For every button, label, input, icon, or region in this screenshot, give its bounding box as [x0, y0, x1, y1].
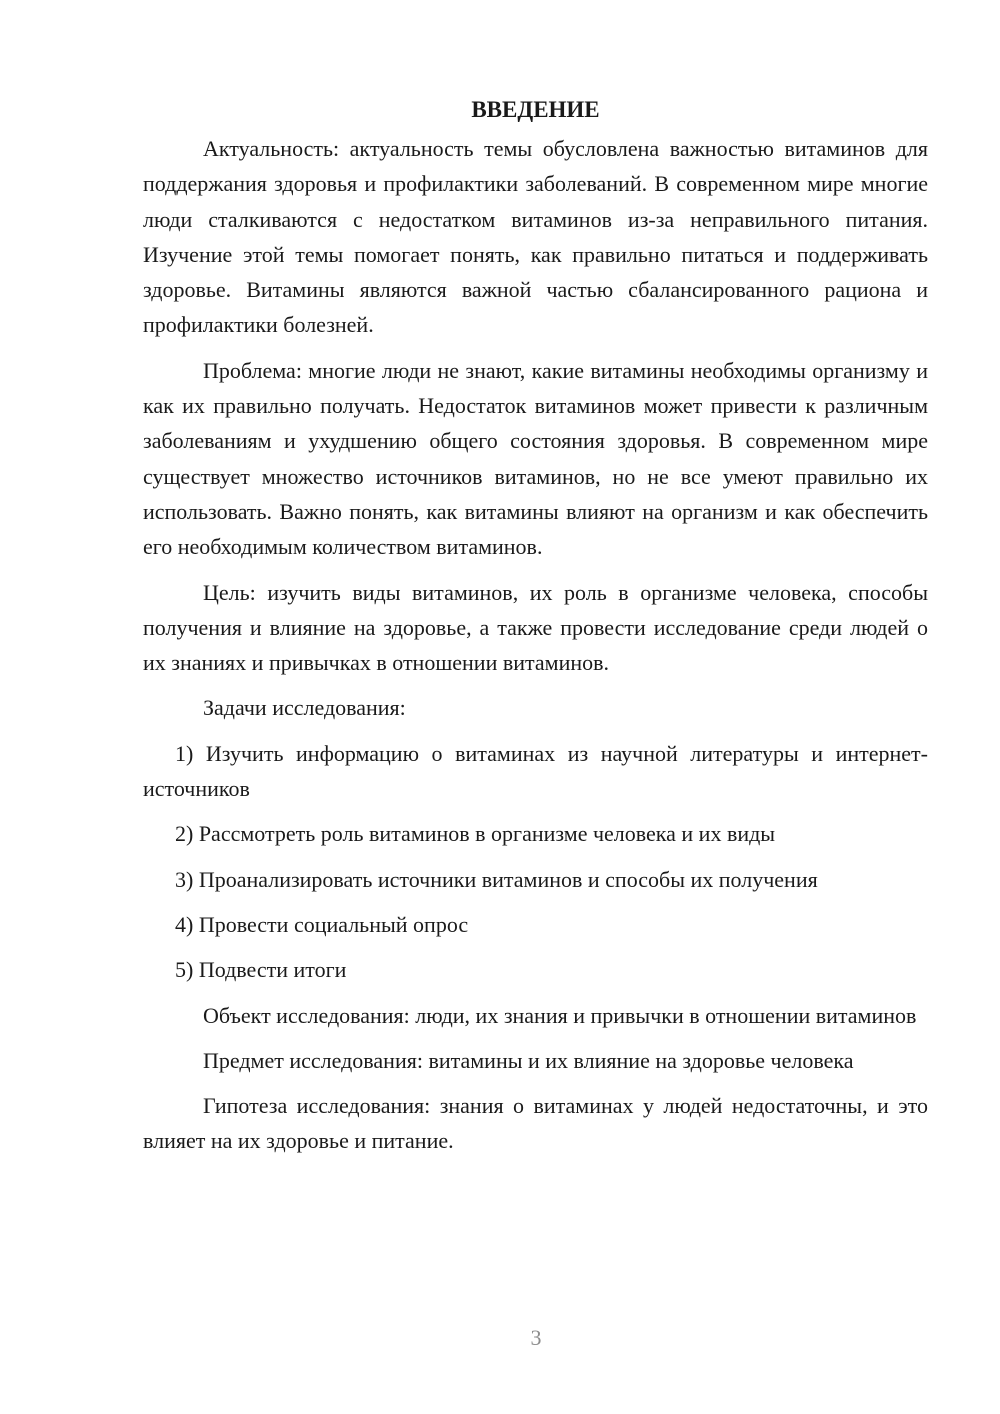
task-item-4: 4) Провести социальный опрос — [175, 911, 469, 937]
paragraph-tasks-title: Задачи исследования: — [203, 695, 406, 721]
section-heading: ВВЕДЕНИЕ — [471, 97, 600, 122]
page-content — [143, 92, 928, 1169]
page-number: 3 — [530, 1325, 542, 1350]
paragraph-goal: Цель: изучить виды витаминов, их роль в организме человека, способы получения и влияние на здоровье, а также провести исследование среди людей о их знаниях и привычках в отношении витаминов. — [143, 579, 928, 676]
task-item-1: 1) Изучить информацию о витаминах из научной литературы и интернет-источников — [143, 740, 928, 802]
paragraph-hypothesis: Гипотеза исследования: знания о витаминах у людей недостаточны, и это влияет на их здоровье и питание. — [143, 1093, 928, 1154]
paragraph-relevance: Актуальность: актуальность темы обусловлена важностью витаминов для поддержания здоровья и профилактики заболеваний. В современном мире многие люди сталкиваются с недостатком витаминов из-за неправильного питания. Изучение этой темы помогает понять, как правильно питаться и поддерживать здоровье. Витамины являются важной частью сбалансированного рациона и профилактики болезней. — [143, 136, 928, 338]
task-item-2: 2) Рассмотреть роль витаминов в организме человека и их виды — [175, 821, 776, 847]
paragraph-subject: Предмет исследования: витамины и их влияние на здоровье человека — [203, 1047, 854, 1073]
paragraph-problem: Проблема: многие люди не знают, какие витамины необходимы организму и как их правильно получать. Недостаток витаминов может привести к различным заболеваниям и ухудшению общего состояния здоровья. В современном мире существует множество источников витаминов, но не все умеют правильно их использовать. Важно понять, как витамины влияют на организм и как обеспечить его необходимым количеством витаминов. — [143, 357, 928, 560]
paragraph-object: Объект исследования: люди, их знания и привычки в отношении витаминов — [203, 1002, 917, 1028]
task-item-3: 3) Проанализировать источники витаминов и способы их получения — [175, 866, 818, 892]
task-item-5: 5) Подвести итоги — [175, 957, 347, 983]
